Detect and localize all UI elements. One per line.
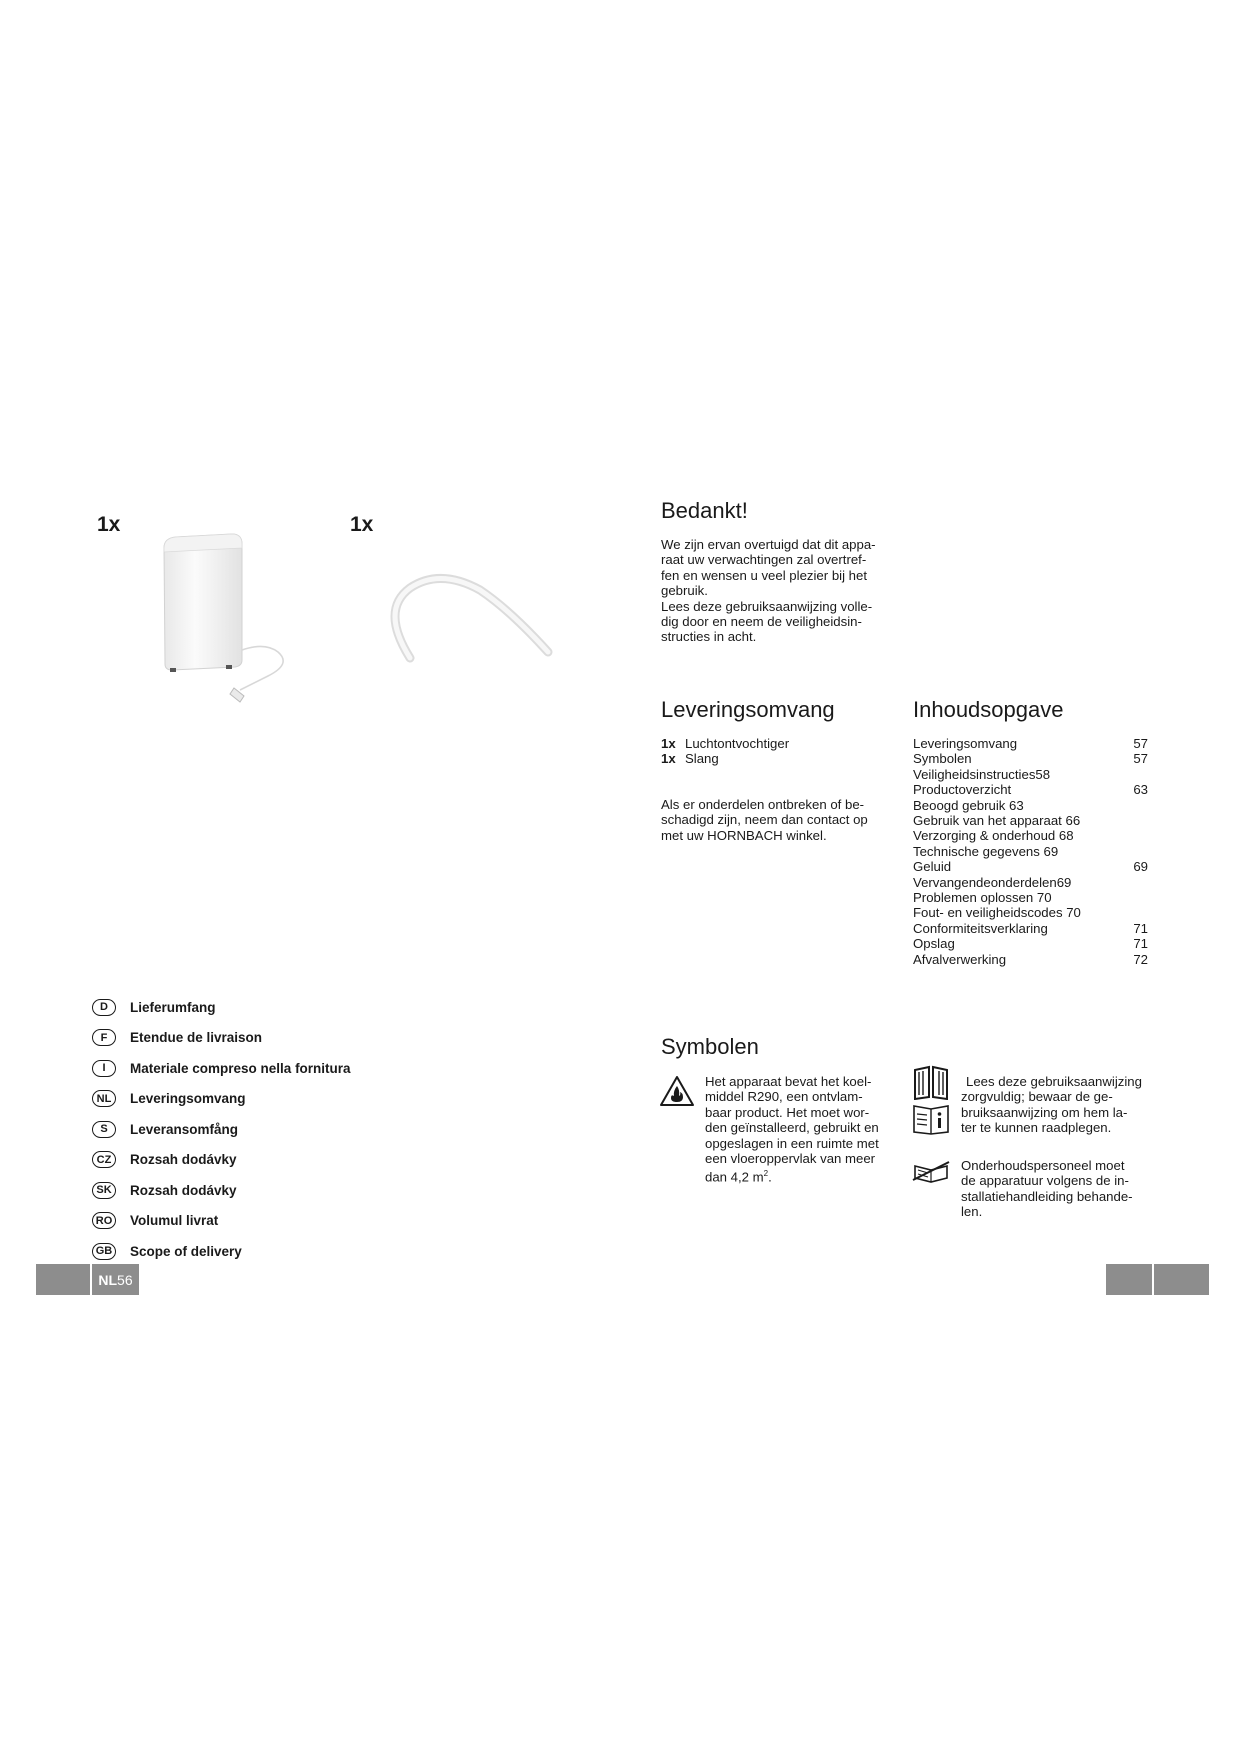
bedankt-title: Bedankt!	[661, 498, 748, 523]
toc-entry	[913, 875, 1148, 890]
symbolen-title: Symbolen	[661, 1034, 759, 1059]
toc-entry	[913, 952, 1148, 967]
lang-badge: RO	[92, 1212, 116, 1229]
toc-label: Afvalverwerking	[913, 951, 1007, 967]
toc-label: Fout- en veiligheidscodes 70	[913, 905, 1081, 921]
toc-label: Veiligheidsinstructies58	[913, 766, 1051, 782]
toc-page	[1128, 798, 1148, 813]
toc-entry	[913, 751, 1148, 766]
toc-label: Vervangendeonderdelen69	[913, 874, 1072, 890]
read-manual-icon	[911, 1064, 951, 1100]
toc-label: Symbolen	[913, 751, 972, 767]
toc-entry	[913, 844, 1148, 859]
toc-label: Opslag	[913, 936, 955, 952]
levering-title: Leveringsomvang	[661, 697, 835, 722]
text-line: baar product. Het moet wor-	[705, 1104, 870, 1120]
toc-page	[1128, 767, 1148, 782]
text-line: Lees deze gebruiksaanwijzing	[966, 1074, 1142, 1089]
lang-row-i	[92, 1053, 351, 1084]
text-line: Het apparaat bevat het koel-	[705, 1074, 872, 1089]
levering-items	[661, 736, 789, 767]
text-line: bruiksaanwijzing om hem la-	[961, 1104, 1128, 1120]
lang-badge: SK	[92, 1182, 116, 1199]
text-line: schadigd zijn, neem dan contact op	[661, 812, 868, 828]
item-qty: 1x	[661, 736, 676, 751]
service-manual-icon	[911, 1158, 951, 1184]
toc-label: Beoogd gebruik 63	[913, 797, 1024, 813]
dehumidifier-image	[150, 530, 305, 710]
toc-entry	[913, 813, 1148, 828]
footer-page: 56	[117, 1271, 133, 1288]
text-line: Onderhoudspersoneel moet	[961, 1158, 1125, 1173]
lang-label: Rozsah dodávky	[130, 1182, 237, 1198]
warning-sup: 2	[763, 1169, 769, 1179]
page-number-tab	[92, 1264, 139, 1295]
text-line: met uw HORNBACH winkel.	[661, 827, 827, 843]
toc-page: 69	[1133, 859, 1148, 875]
toc-page	[1128, 844, 1148, 859]
text-line: middel R290, een ontvlam-	[705, 1089, 863, 1105]
toc-label: Leveringsomvang	[913, 736, 1018, 751]
text-line: ter te kunnen raadplegen.	[961, 1120, 1112, 1136]
text-line: fen en wensen u veel plezier bij het	[661, 567, 868, 583]
toc-entry	[913, 859, 1148, 874]
text-line: Als er onderdelen ontbreken of be-	[661, 797, 865, 812]
lang-row-gb	[92, 1236, 351, 1267]
toc-label: Technische gegevens 69	[913, 843, 1059, 859]
bedankt-text	[661, 537, 896, 645]
item-qty: 1x	[661, 751, 676, 767]
lang-row-cz	[92, 1145, 351, 1176]
toc-page	[1128, 875, 1148, 890]
toc-label: Geluid	[913, 859, 952, 875]
lang-label: Scope of delivery	[130, 1243, 242, 1259]
text-line: de apparatuur volgens de in-	[961, 1173, 1129, 1189]
toc-page	[1128, 813, 1148, 828]
toc-page	[1128, 905, 1148, 920]
text-line: den geïnstalleerd, gebruikt en	[705, 1120, 879, 1136]
toc-page: 63	[1133, 782, 1148, 798]
toc-label: Verzorging & onderhoud 68	[913, 828, 1074, 844]
text-line: raat uw verwachtingen zal overtref-	[661, 552, 867, 568]
toc-page: 57	[1133, 751, 1148, 767]
lang-label: Leveringsomvang	[130, 1091, 246, 1107]
item-label: Slang	[685, 751, 719, 767]
text-line: een vloeroppervlak van meer	[705, 1151, 876, 1167]
warning-last: dan 4,2 m	[705, 1169, 764, 1185]
toc-label: Conformiteitsverklaring	[913, 920, 1048, 936]
lang-row-s	[92, 1114, 351, 1145]
hose-image	[380, 560, 555, 670]
text-line: opgeslagen in een ruimte met	[705, 1135, 879, 1151]
footer-bar-left	[36, 1264, 90, 1295]
lang-badge: NL	[92, 1090, 116, 1107]
toc-entry	[913, 798, 1148, 813]
lang-badge: D	[92, 999, 116, 1016]
lang-label: Materiale compreso nella fornitura	[130, 1060, 351, 1076]
text-line: Lees deze gebruiksaanwijzing volle-	[661, 598, 873, 614]
lang-row-ro	[92, 1206, 351, 1237]
toc-entry	[913, 828, 1148, 843]
text-line: structies in acht.	[661, 629, 757, 645]
lang-label: Etendue de livraison	[130, 1030, 263, 1046]
text-line	[705, 1166, 897, 1185]
lang-row-d	[92, 992, 351, 1023]
warning-text	[705, 1074, 897, 1185]
lang-badge: GB	[92, 1243, 116, 1260]
toc-page: 72	[1133, 951, 1148, 967]
toc-entry	[913, 767, 1148, 782]
language-list	[92, 992, 351, 1267]
toc-entry	[913, 890, 1148, 905]
text-line: zorgvuldig; bewaar de ge-	[961, 1089, 1113, 1105]
footer-tab-right	[1106, 1264, 1152, 1295]
warning-end: .	[768, 1169, 772, 1185]
lang-badge: CZ	[92, 1151, 116, 1168]
qty-dehumidifier: 1x	[97, 513, 121, 536]
toc-entry	[913, 905, 1148, 920]
lang-row-f	[92, 1023, 351, 1054]
toc-page: 71	[1133, 936, 1148, 952]
lang-label: Lieferumfang	[130, 999, 216, 1015]
toc-label: Gebruik van het apparaat 66	[913, 813, 1081, 829]
qty-hose: 1x	[350, 513, 374, 536]
manual-text	[961, 1074, 1151, 1136]
lang-badge: I	[92, 1060, 116, 1077]
toc-entry	[913, 782, 1148, 797]
table-of-contents	[913, 736, 1148, 967]
toc-page	[1128, 890, 1148, 905]
levering-note	[661, 797, 896, 843]
lang-row-sk	[92, 1175, 351, 1206]
lang-label: Leveransomfång	[130, 1121, 239, 1137]
list-item	[661, 736, 789, 751]
text-line: gebruik.	[661, 583, 708, 599]
text-line: dig door en neem de veiligheidsin-	[661, 614, 862, 630]
list-item	[661, 751, 789, 766]
toc-page: 57	[1133, 736, 1148, 751]
footer-lang: NL	[98, 1271, 118, 1288]
toc-label: Problemen oplossen 70	[913, 890, 1052, 906]
lang-badge: F	[92, 1029, 116, 1046]
toc-entry	[913, 936, 1148, 951]
toc-page: 71	[1133, 920, 1148, 936]
text-line: stallatiehandleiding behande-	[961, 1188, 1133, 1204]
toc-label: Productoverzicht	[913, 782, 1012, 798]
info-icon	[911, 1103, 951, 1135]
toc-entry	[913, 921, 1148, 936]
lang-label: Volumul livrat	[130, 1213, 219, 1229]
toc-page	[1128, 828, 1148, 843]
text-line: len.	[961, 1204, 983, 1220]
item-label: Luchtontvochtiger	[685, 736, 790, 751]
footer-bar-right	[1154, 1264, 1209, 1295]
toc-title: Inhoudsopgave	[913, 697, 1064, 722]
service-text	[961, 1158, 1151, 1220]
text-line: We zijn ervan overtuigd dat dit appa-	[661, 537, 876, 552]
lang-badge: S	[92, 1121, 116, 1138]
toc-entry	[913, 736, 1148, 751]
lang-row-nl	[92, 1084, 351, 1115]
flammable-warning-icon	[659, 1075, 695, 1107]
lang-label: Rozsah dodávky	[130, 1152, 237, 1168]
